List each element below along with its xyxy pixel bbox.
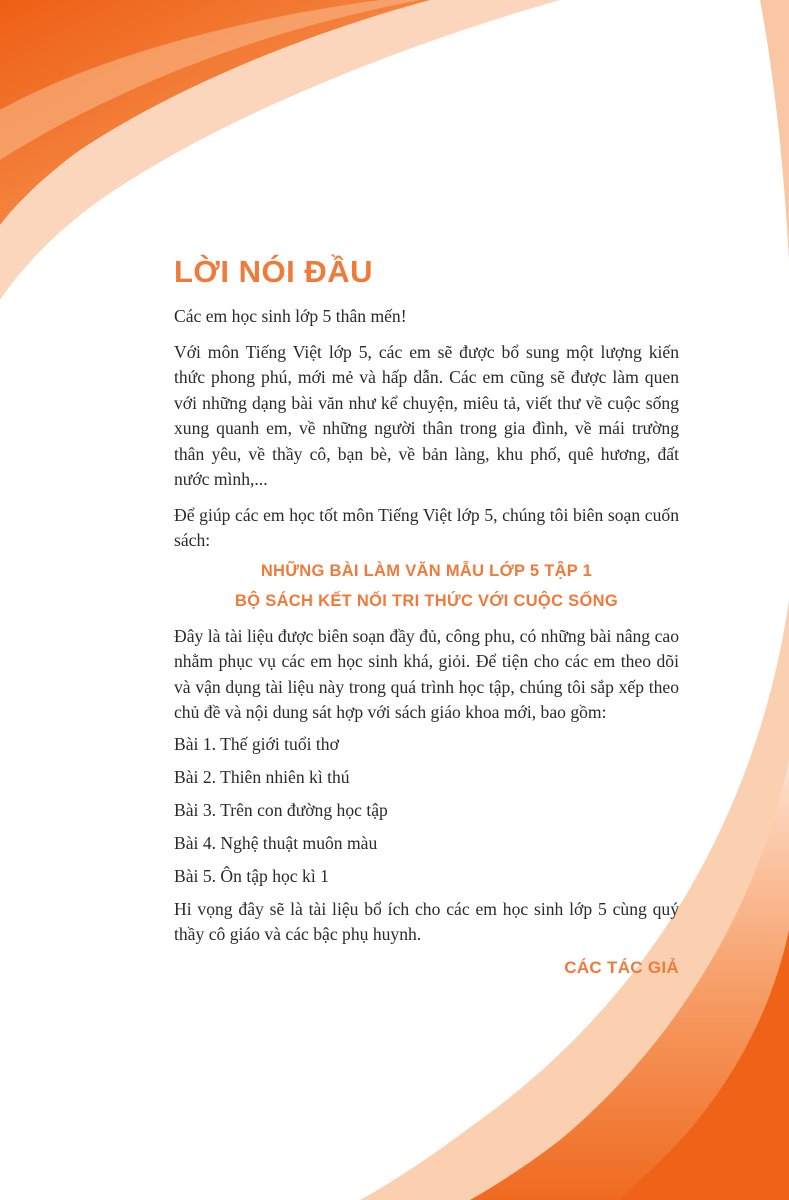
preface-content — [174, 254, 679, 978]
list-item: Bài 1. Thế giới tuổi thơ — [174, 733, 339, 754]
paragraph-intro: Với môn Tiếng Việt lớp 5, các em sẽ được bổ sung một lượng kiến thức phong phú, mới mẻ và hấp dẫn. Các em cũng sẽ được làm quen với những dạng bài văn như kể chuyện, miêu tả, viết thư về cuộc sống xung quanh em, về những người thân trong gia đình, về mái trường thân yêu, về thầy cô, bạn bè, về bản làng, khu phố, quê hương, đất nước mình,... — [174, 341, 679, 489]
lesson-list — [174, 732, 679, 890]
list-item: Bài 3. Trên con đường học tập — [174, 799, 388, 820]
authors-signature: CÁC TÁC GIẢ — [564, 957, 679, 977]
list-item: Bài 2. Thiên nhiên kì thú — [174, 766, 350, 787]
greeting: Các em học sinh lớp 5 thân mến! — [174, 306, 407, 326]
page-title: LỜI NÓI ĐẦU — [174, 254, 373, 289]
book-title-line-1: NHỮNG BÀI LÀM VĂN MẪU LỚP 5 TẬP 1 — [260, 561, 593, 580]
list-item: Bài 5. Ôn tập học kì 1 — [174, 865, 329, 886]
book-title-line-2: BỘ SÁCH KẾT NỐI TRI THỨC VỚI CUỘC SỐNG — [235, 591, 618, 610]
paragraph-description: Đây là tài liệu được biên soạn đầy đủ, công phu, có những bài nâng cao nhằm phục vụ các em học sinh khá, giỏi. Để tiện cho các em theo dõi và vận dụng tài liệu này trong quá trình học tập, chúng tôi sắp xếp theo chủ đề và nội dung sát hợp với sách giáo khoa mới, bao gồm: — [174, 625, 679, 722]
paragraph-closing: Hi vọng đây sẽ là tài liệu bổ ích cho các em học sinh lớp 5 cùng quý thầy cô giáo và các bậc phụ huynh. — [174, 898, 679, 944]
list-item: Bài 4. Nghệ thuật muôn màu — [174, 832, 378, 853]
paragraph-purpose: Để giúp các em học tốt môn Tiếng Việt lớp 5, chúng tôi biên soạn cuốn sách: — [174, 504, 679, 550]
right-swoosh-thin — [760, 0, 789, 260]
book-title — [174, 556, 679, 616]
